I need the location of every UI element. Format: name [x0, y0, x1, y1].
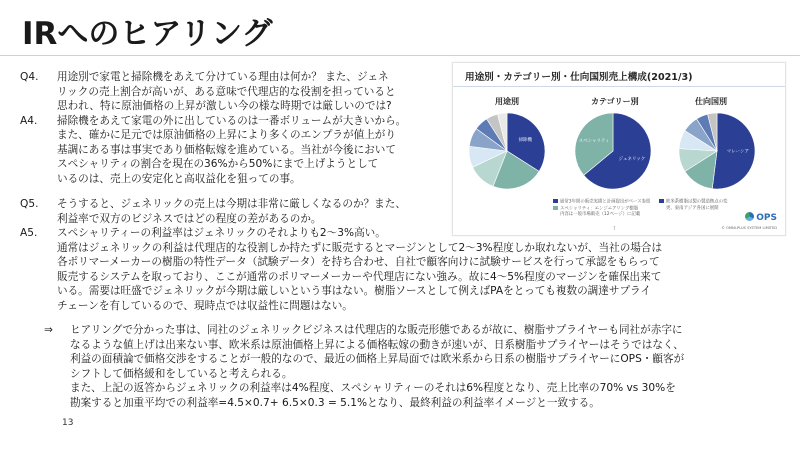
answer-text	[57, 114, 445, 187]
notes-right	[659, 199, 727, 212]
answer-5	[20, 226, 760, 313]
question-label: Q4.	[20, 71, 39, 83]
question-label: Q5.	[20, 198, 39, 210]
text-line: ヒアリングで分かった事は、同社のジェネリックビジネスは代理店的な販売形態であるが故に、樹脂サプライヤーも同社が赤字に	[70, 324, 683, 336]
text-line: スペシャリティーの利益率はジェネリックのそれよりも2～3%高い。	[57, 227, 386, 239]
text-line: 利益率で双方のビジネスではどの程度の差があるのか。	[57, 212, 322, 225]
pie-title-country: 仕向国別	[695, 97, 727, 106]
title-divider	[0, 55, 800, 56]
question-4	[20, 70, 445, 114]
page-number: 13	[62, 418, 74, 428]
slide-page-number: 7	[613, 226, 616, 231]
text-line: シフトして価格緩和をしていると考えられる。	[70, 367, 293, 380]
answer-text	[57, 226, 760, 313]
conclusion-block	[44, 323, 784, 411]
conclusion-text	[70, 323, 684, 411]
notes-left	[553, 199, 650, 218]
text-line: リックの売上割合が高いが、ある意味で代理店的な役割を担っていると	[57, 85, 396, 98]
text-line: 販売するシステムを取っており、ここが通常のポリマーメーカーや代理店にない強み。故に4～5%程度のマージンを確保出来て	[57, 270, 662, 283]
answer-label: A4.	[20, 114, 38, 127]
pie-chart-category	[571, 109, 655, 193]
text-line: 思われ、特に原油価格の上昇が激しい今の様な時期では厳しいのでは?	[57, 100, 392, 112]
pie-title-category: カテゴリー別	[591, 97, 639, 106]
q4-a4-block	[20, 70, 445, 186]
text-line: 利益の面積論で価格交渉をすることが一般的なので、最近の価格上昇局面では欧米系から日系の樹脂サプライヤーにOPS・顧客が	[70, 353, 685, 366]
text-line: 掃除機をあえて家電の外に出しているのは一番ボリュームが大きいから。	[57, 114, 407, 127]
text-line: 用途別で家電と掃除機をあえて分けている理由は何か？ また、ジェネ	[57, 71, 389, 83]
pie-title-usage: 用途別	[495, 97, 519, 106]
note-text: スペシャリティ：エンジニアリング樹脂	[560, 206, 639, 211]
arrow-icon: ⇒	[44, 324, 53, 336]
question-text	[57, 70, 445, 114]
legend-swatch	[553, 206, 558, 210]
slide-title: 用途別・カテゴリー別・仕向国別売上構成(2021/3)	[465, 72, 693, 83]
logo-icon	[745, 212, 754, 221]
text-line: 各ポリマーメーカーの樹脂の特性データ（試験データ）を持ち合わせ、自社で顧客向けに試験サービスを行って承認をもらって	[57, 256, 660, 268]
answer-4	[20, 114, 445, 187]
logo-subtext: © OMNI-PLUS SYSTEM LIMITED	[721, 226, 777, 230]
answer-label: A5.	[20, 227, 38, 239]
note-text: 更、東南アジア各国に展開	[666, 205, 719, 211]
text-line: チェーンを有しているので、現時点では収益性に問題はない。	[57, 299, 353, 312]
slide-title-divider	[453, 86, 785, 87]
text-line: 基調にある事は事実であり価格転嫁を進めている。当社が今後において	[57, 143, 396, 156]
page-title: IRへのヒアリング	[22, 16, 273, 52]
text-line: いるのは、売上の安定化と高収益化を狙っての事。	[57, 172, 301, 185]
text-line: なるような値上げは出来ない事、欧米系は原油価格上昇による価格転嫁の動きが速いが、日系樹脂サプライヤーはそうではなく、	[70, 338, 684, 351]
note-line	[659, 206, 727, 212]
text-line: また、確かに足元では原油価格の上昇により多くのエンプラが値上がり	[57, 129, 396, 141]
ops-logo: OPS	[745, 212, 777, 223]
embedded-slide	[452, 62, 786, 236]
pie-slice-label: スペシャリティ	[578, 139, 610, 145]
text-line: そうすると、ジェネリックの売上は今期は非常に厳しくなるのか？また、	[57, 198, 406, 210]
pie-chart-usage	[465, 109, 549, 193]
note-line	[553, 199, 650, 206]
note-text: 欧米系樹脂は製の製造拠点の変	[666, 199, 728, 205]
question-5	[20, 197, 460, 226]
question-text	[57, 197, 460, 226]
pie-slice-label: ジェネリック	[618, 156, 646, 162]
text-line: 勘案すると加重平均での利益率=4.5×0.7+ 6.5×0.3 = 5.1%となり、最終利益の利益率イメージと一致する。	[70, 396, 600, 409]
text-line: また、上記の返答からジェネリックの利益率は4%程度、スペシャリティーのそれは6%程度となり、売上比率の70% vs 30%を	[70, 382, 676, 395]
pie-slice-label: マレーシア	[726, 149, 750, 155]
text-line: 通常はジェネリックの利益は代理店的な役割しか持たずに販売するとマージンとして2～3%程度しか取れないが、当社の場合は	[57, 241, 663, 254]
legend-swatch	[553, 199, 558, 203]
note-text: 通常3年間の販売実績と計画提出がベース参照	[560, 199, 651, 205]
note-text: 内容は一般市場販売（12ページ）に記載	[560, 212, 641, 217]
text-line: スペシャリティの割合を現在の36%から50%にまで上げようとして	[57, 158, 379, 170]
pie-chart-country	[675, 109, 759, 193]
legend-swatch	[659, 199, 664, 203]
note-line	[553, 212, 650, 218]
text-line: いる。需要は旺盛でジェネリックが今期は厳しいという事はない。樹脂ソースとして例えばPAをとっても複数の調達サプライ	[57, 285, 651, 297]
pie-slice-label: 掃除機	[518, 137, 533, 143]
